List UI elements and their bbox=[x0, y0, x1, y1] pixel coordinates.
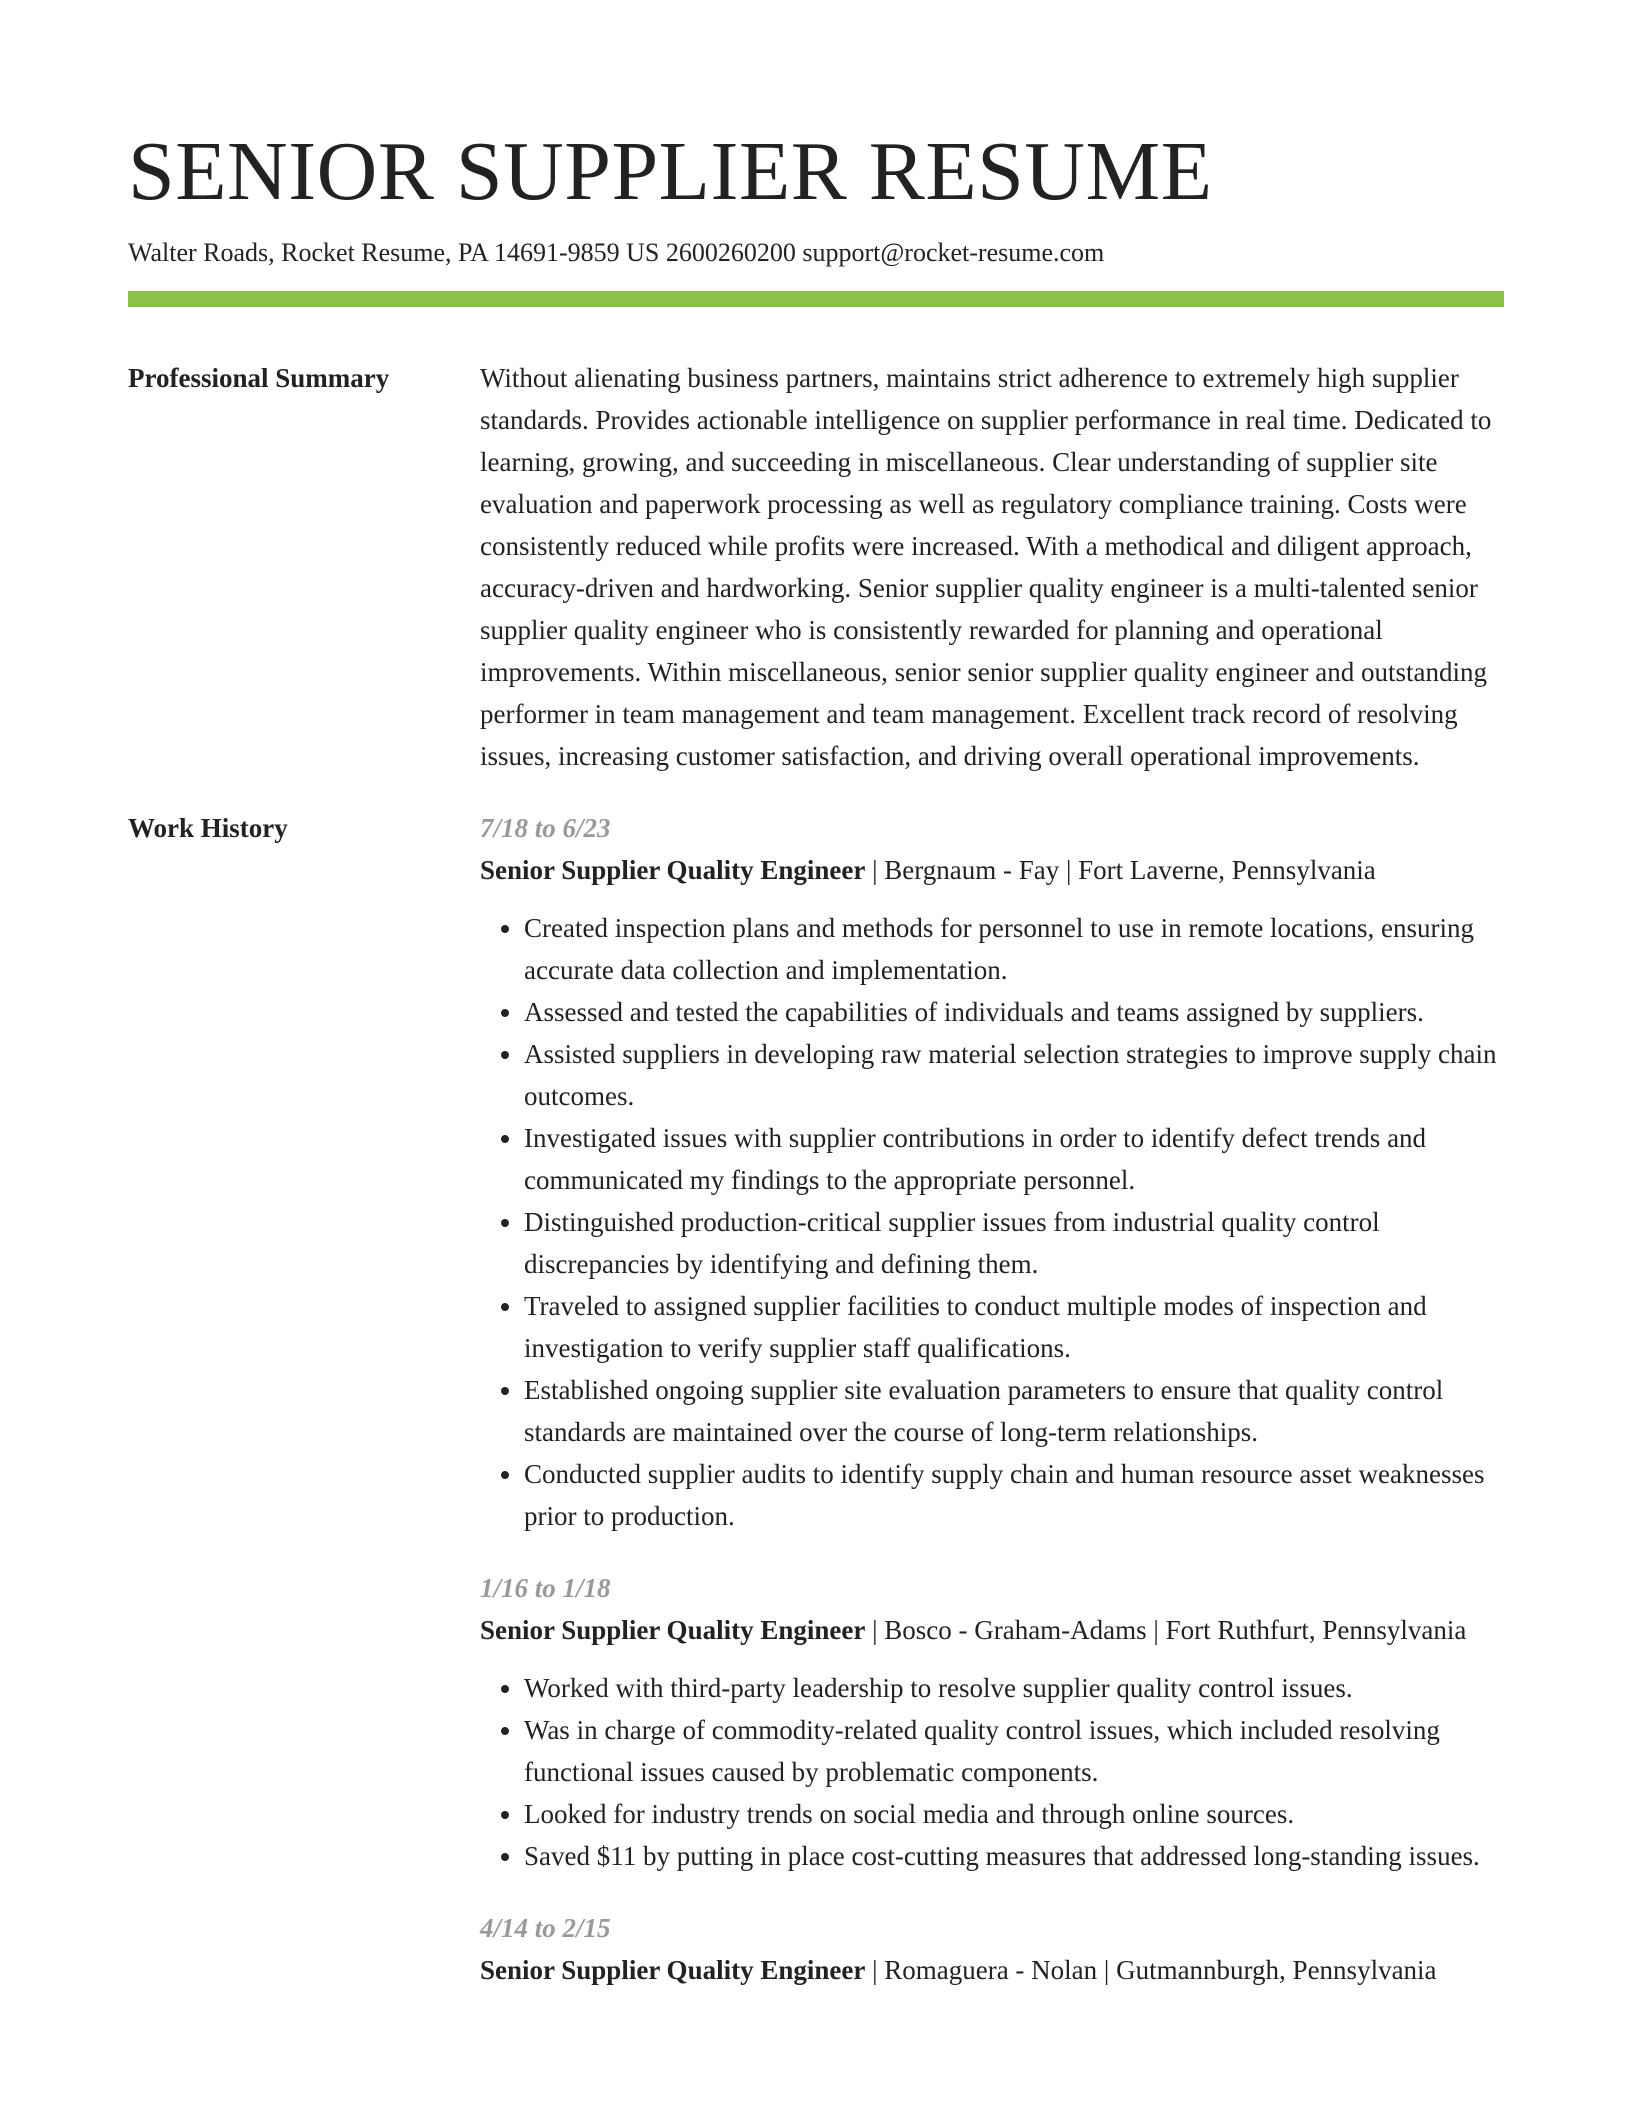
accent-divider bbox=[128, 291, 1504, 307]
resume-title: SENIOR SUPPLIER RESUME bbox=[128, 125, 1213, 218]
summary-body bbox=[480, 357, 1504, 777]
job-details: | Bosco - Graham-Adams | Fort Ruthfurt, Pennsylvania bbox=[865, 1615, 1467, 1645]
job-bullet: • Looked for industry trends on social media and through online sources. bbox=[524, 1793, 1504, 1835]
job-bullet: • Established ongoing supplier site evaluation parameters to ensure that quality control standards are maintained over the course of long-term relationships. bbox=[524, 1369, 1504, 1453]
job-bullet: • Was in charge of commodity-related quality control issues, which included resolving functional issues caused by problematic components. bbox=[524, 1709, 1504, 1793]
work-history-section bbox=[128, 807, 1504, 2021]
resume-page bbox=[128, 0, 1504, 2021]
job-details: | Bergnaum - Fay | Fort Laverne, Pennsylvania bbox=[865, 855, 1376, 885]
contact-line: Walter Roads, Rocket Resume, PA 14691-9859 US 2600260200 support@rocket-resume.com bbox=[128, 238, 1105, 267]
job-entry bbox=[480, 1567, 1504, 1877]
job-bullet: • Assessed and tested the capabilities of individuals and teams assigned by suppliers. bbox=[524, 991, 1504, 1033]
job-bullet: • Assisted suppliers in developing raw material selection strategies to improve supply chain outcomes. bbox=[524, 1033, 1504, 1117]
job-bullet: • Worked with third-party leadership to resolve supplier quality control issues. bbox=[524, 1667, 1504, 1709]
job-bullet: • Investigated issues with supplier contributions in order to identify defect trends and communicated my findings to the appropriate personnel. bbox=[524, 1117, 1504, 1201]
job-title: Senior Supplier Quality Engineer bbox=[480, 1955, 866, 1985]
job-bullets bbox=[480, 907, 1504, 1537]
work-history-heading: Work History bbox=[128, 813, 288, 843]
summary-section bbox=[128, 357, 1504, 777]
job-dates: 7/18 to 6/23 bbox=[480, 813, 611, 843]
job-bullets bbox=[480, 1667, 1504, 1877]
job-heading bbox=[480, 1949, 1504, 1991]
job-entry bbox=[480, 807, 1504, 1537]
job-bullet: • Created inspection plans and methods for personnel to use in remote locations, ensuring accurate data collection and implementation. bbox=[524, 907, 1504, 991]
job-entry bbox=[480, 1907, 1504, 1991]
job-bullet: • Distinguished production-critical supplier issues from industrial quality control discrepancies by identifying and defining them. bbox=[524, 1201, 1504, 1285]
work-history-body bbox=[480, 807, 1504, 2021]
job-heading bbox=[480, 849, 1504, 891]
job-bullet: • Traveled to assigned supplier facilities to conduct multiple modes of inspection and investigation to verify supplier staff qualifications. bbox=[524, 1285, 1504, 1369]
job-title: Senior Supplier Quality Engineer bbox=[480, 1615, 866, 1645]
job-heading bbox=[480, 1609, 1504, 1651]
summary-heading: Professional Summary bbox=[128, 363, 390, 393]
job-title: Senior Supplier Quality Engineer bbox=[480, 855, 866, 885]
job-details: | Romaguera - Nolan | Gutmannburgh, Pennsylvania bbox=[865, 1955, 1437, 1985]
job-bullet: • Saved $11 by putting in place cost-cutting measures that addressed long-standing issues. bbox=[524, 1835, 1504, 1877]
job-dates: 1/16 to 1/18 bbox=[480, 1573, 611, 1603]
summary-text: Without alienating business partners, maintains strict adherence to extremely high supplier standards. Provides actionable intelligence on supplier performance in real time. Dedicated to learning, growing, and succeeding in miscellaneous. Clear understanding of supplier site evaluation and paperwork processing as well as regulatory compliance training. Costs were consistently reduced while profits were increased. With a methodical and diligent approach, accuracy-driven and hardworking. Senior supplier quality engineer is a multi-talented senior supplier quality engineer who is consistently rewarded for planning and operational improvements. Within miscellaneous, senior senior supplier quality engineer and outstanding performer in team management and team management. Excellent track record of resolving issues, increasing customer satisfaction, and driving overall operational improvements. bbox=[480, 363, 1492, 771]
job-dates: 4/14 to 2/15 bbox=[480, 1913, 611, 1943]
job-bullet: • Conducted supplier audits to identify supply chain and human resource asset weaknesses prior to production. bbox=[524, 1453, 1504, 1537]
